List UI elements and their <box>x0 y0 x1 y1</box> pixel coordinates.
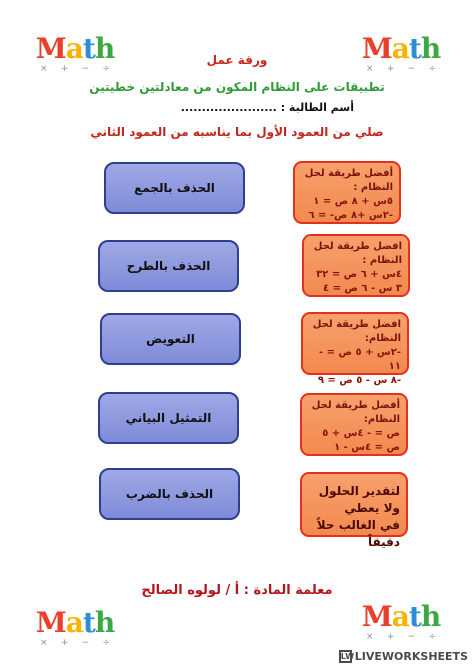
problem-box-1[interactable]: أفضل طريقة لحل النظام : ٥س + ٨ ص = ١ -٢س +٨ ص- = ٦ <box>293 161 401 224</box>
method-box-elimination-multiplication[interactable]: الحذف بالضرب <box>99 468 240 520</box>
instruction-text: صلي من العمود الأول بما يناسبه من العمود الثاني <box>90 125 384 139</box>
liveworksheets-brand <box>339 649 468 663</box>
problem-box-3[interactable]: افضل طريقة لحل النظام: -٢س + ٥ ص = - ١١ -٨ س - ٥ ص = ٩ <box>301 312 409 375</box>
math-logo-bottom-left: Math × + − ÷ <box>35 606 115 648</box>
liveworksheets-logo-icon: LW <box>340 651 355 661</box>
teacher-name: معلمة المادة : أ / لولوه الصالح <box>141 583 333 598</box>
method-box-substitution[interactable]: التعويض <box>100 313 241 365</box>
problem-box-2[interactable]: افضل طريقة لحل النظام : ٤س + ٦ ص = ٣٢ ٣ س - ٦ ص = ٤ <box>302 234 410 297</box>
math-logo-top-right: Math × + − ÷ <box>361 32 441 74</box>
math-logo-bottom-right: Math × + − ÷ <box>361 600 441 642</box>
student-name-label: أسم الطالبة : ....................... <box>180 101 354 114</box>
math-logo-top-left: Math × + − ÷ <box>35 32 115 74</box>
worksheet-subtitle: تطبيقات على النظام المكون من معادلتين خطيتين <box>89 80 385 94</box>
problem-box-4[interactable]: أفضل طريقة لحل النظام: ص = - ٤س + ٥ ص = ٤س - ١ <box>300 393 408 456</box>
worksheet-title: ورقة عمل <box>206 53 268 67</box>
method-box-graphing[interactable]: التمثيل البياني <box>98 392 239 444</box>
brand-name: LIVEWORKSHEETS <box>354 649 468 663</box>
method-box-elimination-addition[interactable]: الحذف بالجمع <box>104 162 245 214</box>
method-box-elimination-subtraction[interactable]: الحذف بالطرح <box>98 240 239 292</box>
problem-box-5[interactable]: لتقدير الحلول ولا يعطي في الغالب حلاً دقيقاً <box>300 472 408 537</box>
